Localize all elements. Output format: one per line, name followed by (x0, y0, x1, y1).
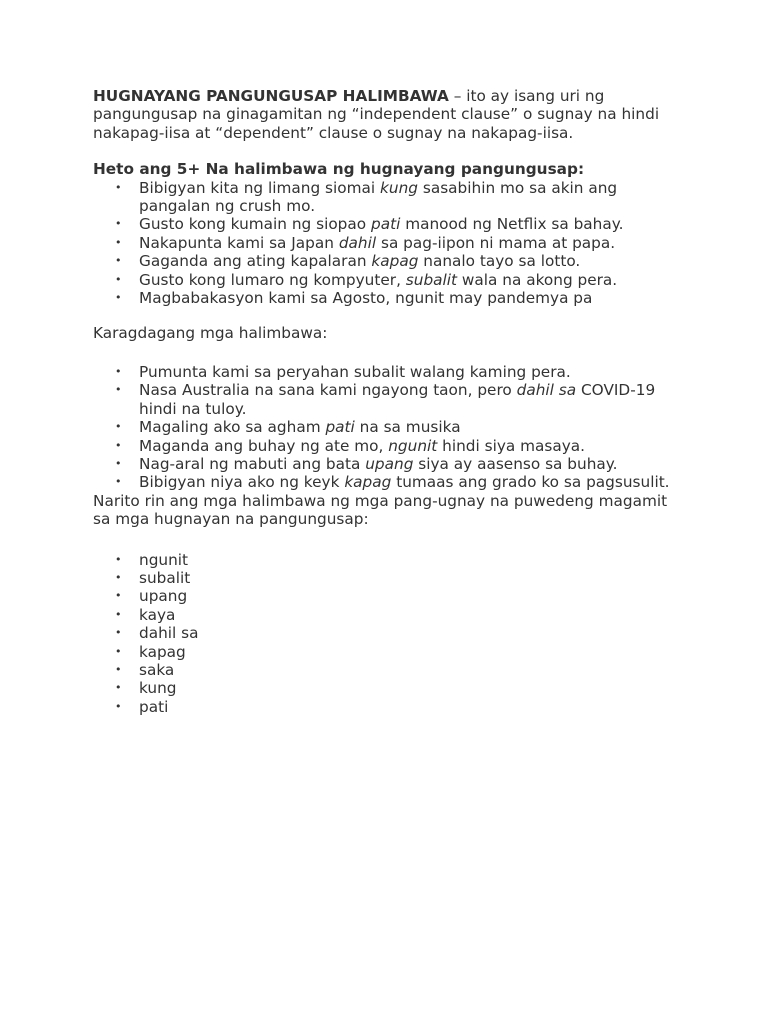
list-item: • kaya (139, 606, 683, 624)
list-item: • subalit (139, 569, 683, 587)
conjunction: pati (371, 215, 401, 234)
list-item: • Maganda ang buhay ng ate mo, ngunit hindi siya masaya. (139, 437, 683, 455)
conjunction: kapag (371, 252, 419, 271)
list-item: • pati (139, 698, 683, 716)
list-item: • Magaling ako sa agham pati na sa musika (139, 418, 683, 436)
list-item: • Magbabakasyon kami sa Agosto, ngunit may pandemya pa (139, 289, 683, 307)
extra-examples-label: Karagdagang mga halimbawa: (93, 324, 328, 343)
connectors-label: Narito rin ang mga halimbawa ng mga pang-ugnay na puwedeng magamit sa mga hugnayan na pangungusap: (93, 491, 668, 529)
conjunction: pati (325, 418, 355, 437)
list-item: • Pumunta kami sa peryahan subalit walang kaming pera. (139, 363, 683, 381)
conjunction: upang (365, 454, 414, 473)
intro-title: HUGNAYANG PANGUNGUSAP HALIMBAWA (93, 87, 449, 105)
conjunction: dahil (338, 233, 377, 252)
list-item: • Bibigyan niya ako ng keyk kapag tumaas ang grado ko sa pagsusulit. (139, 473, 683, 491)
intro-paragraph (93, 87, 683, 142)
list-item: • saka (139, 661, 683, 679)
list-item: • dahil sa (139, 624, 683, 642)
list-item: • kung (139, 679, 683, 697)
list-item: • upang (139, 587, 683, 605)
intro-text: – ito ay isang uri ng pangungusap na ginagamitan ng “independent clause” o sugnay na hindi nakapag-iisa at “dependent” clause o sugnay na nakapag-iisa. (93, 87, 660, 142)
connectors-list (93, 551, 683, 717)
conjunction: subalit (405, 270, 458, 289)
conjunction: ngunit (388, 436, 438, 455)
list-item: • Nakapunta kami sa Japan dahil sa pag-iipon ni mama at papa. (139, 234, 683, 252)
conjunction: dahil sa (516, 381, 577, 400)
list-item: • Gusto kong lumaro ng kompyuter, subalit wala na akong pera. (139, 271, 683, 289)
list-item: • Nasa Australia na sana kami ngayong taon, pero dahil sa COVID-19 hindi na tuloy. (139, 381, 683, 418)
conjunction: kung (380, 178, 418, 197)
examples-list (93, 179, 683, 308)
list-item: • ngunit (139, 551, 683, 569)
list-item: • Gaganda ang ating kapalaran kapag nanalo tayo sa lotto. (139, 252, 683, 270)
conjunction: kapag (344, 473, 392, 492)
list-item: • Gusto kong kumain ng siopao pati manood ng Netflix sa bahay. (139, 215, 683, 233)
examples-heading: Heto ang 5+ Na halimbawa ng hugnayang pangungusap: (93, 160, 585, 179)
extra-examples-list (93, 363, 683, 492)
document-page (93, 87, 683, 716)
list-item: • Bibigyan kita ng limang siomai kung sasabihin mo sa akin ang pangalan ng crush mo. (139, 179, 683, 216)
list-item: • Nag-aral ng mabuti ang bata upang siya ay aasenso sa buhay. (139, 455, 683, 473)
list-item: • kapag (139, 643, 683, 661)
